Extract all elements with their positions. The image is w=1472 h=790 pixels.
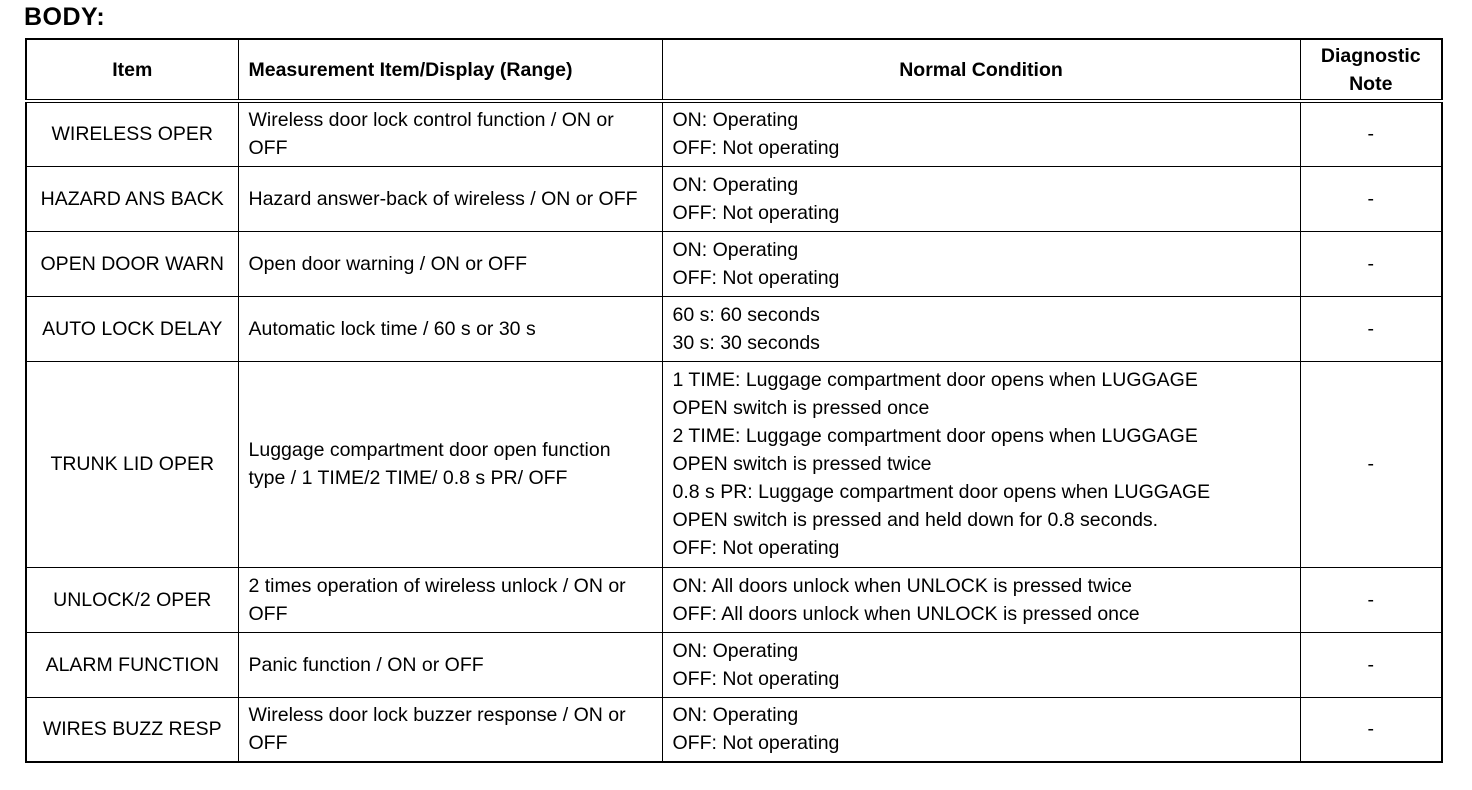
cell-normal-condition [662, 697, 1300, 762]
table-row [26, 632, 1442, 697]
cell-diagnostic-note: - [1300, 632, 1442, 697]
cell-measurement: Wireless door lock control function / ON or OFF [238, 101, 662, 166]
normal-line: 0.8 s PR: Luggage compartment door opens when LUGGAGE [672, 481, 1211, 503]
section-title: BODY: [24, 3, 106, 31]
normal-line: OFF: All doors unlock when UNLOCK is pressed once [672, 602, 1140, 625]
cell-measurement: Luggage compartment door open function type / 1 TIME/2 TIME/ 0.8 s PR/ OFF [238, 361, 662, 567]
cell-normal-condition [662, 166, 1300, 231]
cell-normal-condition [662, 567, 1300, 632]
table-row [26, 231, 1442, 296]
cell-diagnostic-note: - [1300, 231, 1442, 296]
normal-line: OFF: Not operating [672, 201, 840, 224]
normal-line: ON: Operating [672, 109, 799, 132]
normal-line: ON: Operating [672, 639, 799, 662]
cell-normal-condition [662, 101, 1300, 166]
cell-diagnostic-note: - [1300, 296, 1442, 361]
cell-measurement: Automatic lock time / 60 s or 30 s [238, 296, 662, 361]
cell-item: WIRES BUZZ RESP [26, 697, 238, 762]
normal-line: OPEN switch is pressed and held down for 0.8 seconds. [672, 509, 1159, 531]
normal-line: OFF: Not operating [672, 537, 840, 559]
cell-normal-condition [662, 296, 1300, 361]
normal-line: 30 s: 30 seconds [672, 331, 820, 354]
cell-diagnostic-note: - [1300, 101, 1442, 166]
normal-line: 2 TIME: Luggage compartment door opens when LUGGAGE [672, 425, 1198, 447]
normal-line: OFF: Not operating [672, 667, 840, 690]
cell-diagnostic-note: - [1300, 361, 1442, 567]
cell-measurement: Hazard answer-back of wireless / ON or OFF [238, 166, 662, 231]
body-data-table [25, 38, 1443, 763]
cell-normal-condition [662, 361, 1300, 567]
cell-item: ALARM FUNCTION [26, 632, 238, 697]
header-normal-condition: Normal Condition [662, 39, 1300, 101]
cell-item: TRUNK LID OPER [26, 361, 238, 567]
header-diagnostic-note-line2: Note [1349, 72, 1393, 95]
cell-measurement: Wireless door lock buzzer response / ON or OFF [238, 697, 662, 762]
cell-measurement: 2 times operation of wireless unlock / ON or OFF [238, 567, 662, 632]
table-row [26, 567, 1442, 632]
cell-item: OPEN DOOR WARN [26, 231, 238, 296]
normal-line: OFF: Not operating [672, 266, 840, 289]
normal-line: OPEN switch is pressed once [672, 397, 930, 419]
table-row [26, 296, 1442, 361]
normal-line: 1 TIME: Luggage compartment door opens when LUGGAGE [672, 369, 1198, 391]
normal-line: 60 s: 60 seconds [672, 303, 820, 326]
table-row [26, 101, 1442, 166]
normal-line: ON: Operating [672, 238, 799, 261]
header-diagnostic-note [1300, 39, 1442, 101]
normal-line: ON: Operating [672, 173, 799, 196]
cell-diagnostic-note: - [1300, 697, 1442, 762]
table-header-row [26, 39, 1442, 101]
cell-measurement: Open door warning / ON or OFF [238, 231, 662, 296]
cell-item: WIRELESS OPER [26, 101, 238, 166]
normal-line: ON: All doors unlock when UNLOCK is pressed twice [672, 574, 1133, 597]
normal-line: OPEN switch is pressed twice [672, 453, 932, 475]
cell-item: UNLOCK/2 OPER [26, 567, 238, 632]
cell-measurement: Panic function / ON or OFF [238, 632, 662, 697]
cell-diagnostic-note: - [1300, 567, 1442, 632]
table-row [26, 166, 1442, 231]
table-row [26, 697, 1442, 762]
normal-line: OFF: Not operating [672, 137, 840, 160]
cell-item: HAZARD ANS BACK [26, 166, 238, 231]
header-measurement: Measurement Item/Display (Range) [238, 39, 662, 101]
normal-line: ON: Operating [672, 704, 799, 727]
cell-item: AUTO LOCK DELAY [26, 296, 238, 361]
header-diagnostic-note-line1: Diagnostic [1320, 44, 1421, 67]
cell-normal-condition [662, 231, 1300, 296]
cell-diagnostic-note: - [1300, 166, 1442, 231]
normal-line: OFF: Not operating [672, 732, 840, 755]
cell-normal-condition [662, 632, 1300, 697]
header-item: Item [26, 39, 238, 101]
table-row [26, 361, 1442, 567]
